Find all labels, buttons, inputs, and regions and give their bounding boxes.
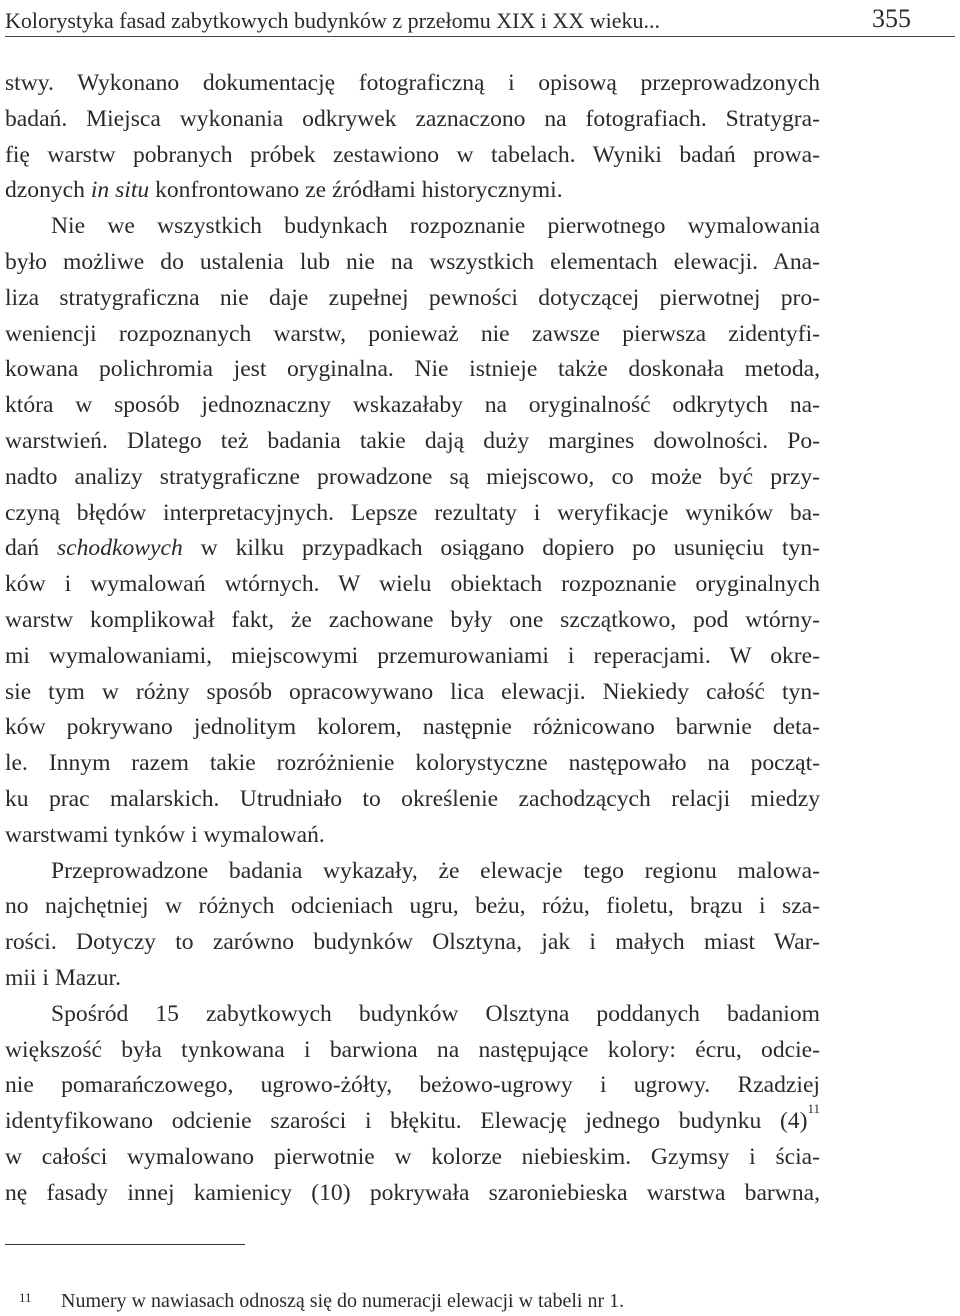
text-line: Nie we wszystkich budynkach rozpoznanie pierwotnego wymalowania: [51, 213, 820, 240]
text-line: warstwień. Dlatego też badania takie dają duży margines dowolności. Po-: [5, 427, 820, 454]
text-line: weniencji rozpoznanych warstw, ponieważ nie zawsze pierwsza zidentyfi-: [5, 320, 820, 347]
text-line: czyną błędów interpretacyjnych. Lepsze rezultaty i weryfikacje wyników ba-: [5, 499, 820, 526]
running-head: [5, 6, 955, 37]
text-line: ków i wymalowań wtórnych. W wielu obiektach rozpoznanie oryginalnych: [5, 571, 820, 598]
footnote: [5, 1288, 624, 1314]
text-fragment: w kilku przypadkach osiągano dopiero po usunięciu tyn-: [182, 535, 820, 562]
footnote-text: Numery w nawiasach odnoszą się do numeracji elewacji w tabeli nr 1.: [61, 1290, 625, 1312]
text-line: warstw komplikował fakt, że zachowane były one szczątkowo, pod wtórny-: [5, 606, 820, 633]
text-line: mii i Mazur.: [5, 964, 121, 991]
text-line: liza stratygraficzna nie daje zupełnej pewności dotyczącej pierwotnej pro-: [5, 284, 820, 311]
text-line: badań. Miejsca wykonania odkrywek zaznaczono na fotografiach. Stratygra-: [5, 105, 820, 132]
page-number: 355: [872, 4, 911, 33]
footnote-reference: 11: [807, 1101, 820, 1117]
text-line: mi wymalowaniami, miejscowymi przemurowaniami i reperacjami. W okre-: [5, 642, 820, 669]
text-line: [5, 1101, 820, 1140]
text-line: nie pomarańczowego, ugrowo-żółty, beżowo-ugrowy i ugrowy. Rzadziej: [5, 1072, 820, 1099]
text-line: le. Innym razem takie rozróżnienie kolorystyczne następowało na począt-: [5, 750, 820, 777]
paragraph-4: [5, 997, 820, 1212]
text-line: większość była tynkowana i barwiona na następujące kolory: écru, odcie-: [5, 1036, 820, 1063]
text-line: [5, 531, 820, 567]
text-line: rości. Dotyczy to zarówno budynków Olsztyna, jak i małych miast War-: [5, 929, 820, 956]
text-line: w całości wymalowano pierwotnie w kolorze niebieskim. Gzymsy i ścia-: [5, 1143, 820, 1170]
body-text: [5, 66, 820, 1212]
text-line: ków pokrywano jednolitym kolorem, następnie różnicowano barwnie deta-: [5, 714, 820, 741]
italic-term: schodkowych: [56, 535, 183, 562]
text-line: warstwami tynków i wymalowań.: [5, 821, 325, 848]
text-line: nadto analizy stratygraficzne prowadzone są miejscowo, co może być przy-: [5, 463, 820, 490]
text-line: no najchętniej w różnych odcieniach ugru, beżu, różu, fioletu, brązu i sza-: [5, 893, 820, 920]
footnote-divider: [5, 1244, 245, 1245]
text-line: fię warstw pobranych próbek zestawiono w tabelach. Wyniki badań prowa-: [5, 141, 820, 168]
text-fragment: konfrontowano ze źródłami historycznymi.: [149, 177, 563, 204]
paragraph-1: [5, 66, 820, 209]
text-line: Spośród 15 zabytkowych budynków Olsztyna poddanych badaniom: [51, 1000, 820, 1027]
text-line: Przeprowadzone badania wykazały, że elewacje tego regionu malowa-: [51, 857, 820, 884]
text-line: stwy. Wykonano dokumentację fotograficzną i opisową przeprowadzonych: [5, 70, 820, 96]
text-line: nę fasady innej kamienicy (10) pokrywała szaroniebieska warstwa barwna,: [5, 1179, 820, 1206]
text-line: która w sposób jednoznaczny wskazałaby na oryginalność odkrytych na-: [5, 392, 820, 419]
text-fragment: dań: [5, 535, 57, 562]
text-line: ku prac malarskich. Utrudniało to określenie zachodzących relacji miedzy: [5, 785, 820, 812]
paragraph-2: [5, 209, 820, 853]
italic-term: in situ: [90, 177, 150, 204]
text-fragment: identyfikowano odcienie szarości i błękitu. Elewację jednego budynku (4): [5, 1108, 808, 1135]
text-line: sie tym w różny sposób opracowywano lica elewacji. Niekiedy całość tyn-: [5, 678, 820, 705]
text-fragment: dzonych: [5, 177, 91, 204]
running-head-title: Kolorystyka fasad zabytkowych budynków z przełomu XIX i XX wieku...: [5, 8, 660, 33]
text-line: [5, 173, 820, 209]
text-line: kowana polichromia jest oryginalna. Nie istnieje także doskonała metoda,: [5, 356, 820, 383]
text-line: było możliwe do ustalenia lub nie na wszystkich elementach elewacji. Ana-: [5, 248, 820, 275]
paragraph-3: [5, 854, 820, 997]
footnote-number: 11: [19, 1290, 32, 1305]
